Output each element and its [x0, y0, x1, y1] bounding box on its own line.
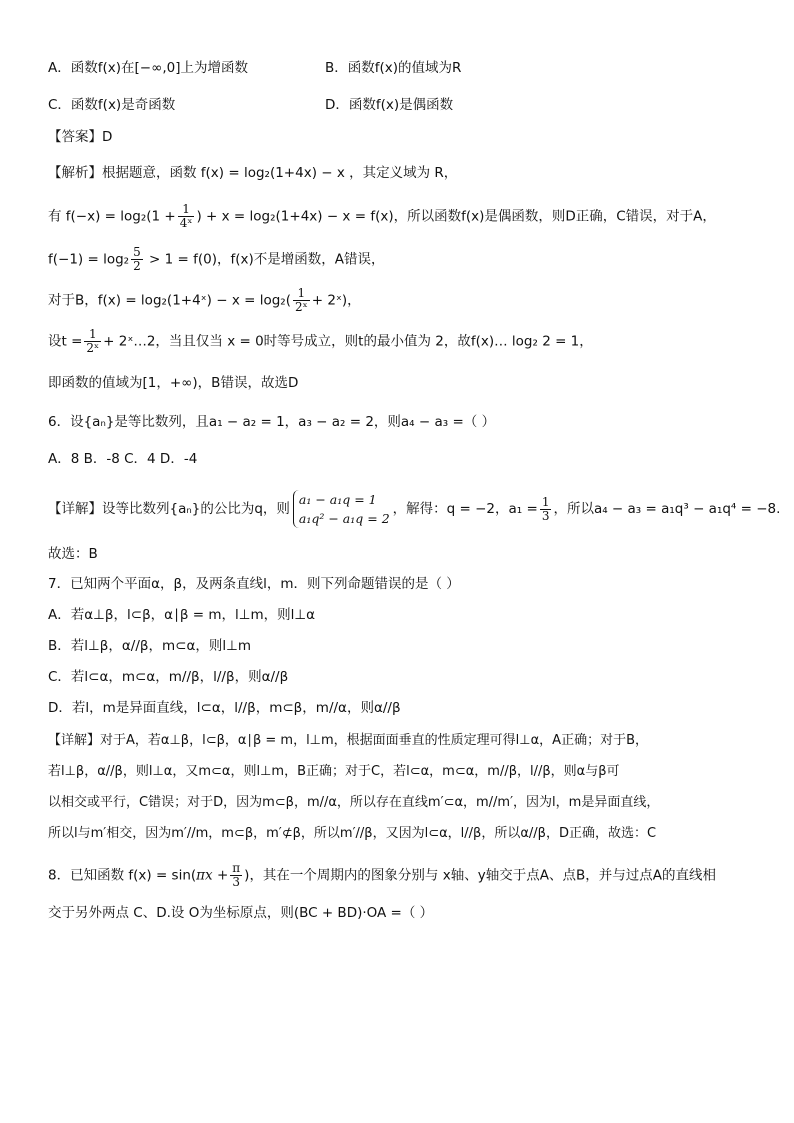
q5-analysis-line-2: 有 f(−x) = log₂(1 + $\frac{1}{\text{4ˣ}}$ ) + x = log₂(1+4x) − x = f(x)，所以函数f(x)是偶函数，则D正确，C错误，对于A， — [48, 202, 716, 230]
q5-l5-fraction: $\frac{1}{\text{2ˣ}}$ — [86, 327, 100, 355]
q5-analysis-line-1: 【解析】根据题意，函数 f(x) = log₂(1+4x) − x ，其定义域为 R， — [48, 165, 458, 181]
q6-stem: 6．设{aₙ}是等比数列，且a₁ − a₂ = 1，a₃ − a₂ = 2，则a₄ − a₃ =（ ） — [48, 414, 496, 430]
q5-answer: 【答案】D — [48, 129, 113, 145]
q7-detail-line-3: 以相交或平行，C错误；对于D，因为m⊂β，m//α，所以存在直线m′⊂α，m//m′，因为l，m是异面直线， — [48, 795, 660, 810]
q7-option-c: C．若l⊂α，m⊂α，m//β，l//β，则α//β — [48, 669, 289, 685]
q8-l1-arg: πx + — [196, 867, 229, 884]
q7-detail-line-4: 所以l与m′相交，因为m′//m，m⊂β，m′⊄β，所以m′//β，又因为l⊂α，l//β，所以α//β，D正确，故选：C — [48, 826, 657, 841]
q6-detail-mid: ，解得：q = −2，a₁ = — [392, 501, 538, 517]
q7-option-d: D．若l，m是异面直线，l⊂α，l//β，m⊂β，m//α，则α//β — [48, 700, 401, 716]
q6-detail-post: ，所以a₄ − a₃ = a₁q³ − a₁q⁴ = −8. — [553, 501, 781, 517]
q8-l1-post: ，其在一个周期内的图象分别与 x轴、y轴交于点A、点B，并与过点A的直线相 — [249, 867, 716, 884]
q5-l3-pre: f(−1) = log₂ — [48, 251, 130, 268]
q5-l5-pre: 设t = — [48, 333, 83, 350]
q5-l2-pre: 有 f(−x) = log₂ — [48, 208, 147, 225]
q6-equation-system: a₁ − a₁q = 1 a₁q² − a₁q = 2 — [293, 490, 390, 528]
q5-analysis-line-5 — [48, 328, 593, 355]
q7-option-a: A．若α⊥β，l⊂β，α∣β = m，l⊥m，则l⊥α — [48, 607, 316, 623]
q5-l2-post: + x = log₂(1+4x) − x = f(x)，所以函数f(x)是偶函数，则D正确，C错误，对于A， — [206, 208, 716, 225]
q8-fraction: $\frac{\pi}{3}$ — [232, 861, 241, 889]
q6-detail — [48, 490, 780, 528]
q5-l5-post: + 2ˣ…2，当且仅当 x = 0时等号成立，则t的最小值为 2，故f(x)… log₂ 2 = 1， — [103, 333, 593, 350]
option-b: B．函数f(x)的值域为R — [325, 60, 462, 76]
q5-analysis-line-6: 即函数的值域为[1，+∞)，B错误，故选D — [48, 375, 299, 391]
q8-stem-line-2: 交于另外两点 C、D.设 O为坐标原点，则(BC + BD)·OA =（ ） — [48, 905, 434, 921]
q7-stem: 7．已知两个平面α，β，及两条直线l，m．则下列命题错误的是（ ） — [48, 576, 460, 592]
q6-choices: A．8 B．-8 C．4 D．-4 — [48, 451, 198, 467]
q5-l2-fraction: $\frac{1}{\text{4ˣ}}$ — [179, 202, 193, 230]
q8-l1-pre: 8．已知函数 f(x) = sin — [48, 867, 191, 884]
q7-detail-line-2: 若l⊥β，α//β，则l⊥α，又m⊂α，则l⊥m，B正确；对于C，若l⊂α，m⊂α，m//β，l//β，则α与β可 — [48, 764, 620, 779]
q5-analysis-line-3 — [48, 246, 385, 273]
q5-analysis-line-4 — [48, 287, 361, 314]
q6-conclusion: 故选：B — [48, 546, 98, 562]
q5-l4-post: + 2ˣ)， — [311, 292, 361, 309]
option-c: C．函数f(x)是奇函数 — [48, 97, 176, 113]
q5-l4-fraction: $\frac{1}{\text{2ˣ}}$ — [294, 286, 308, 314]
q5-l4-pre: 对于B，f(x) = log₂(1+4ˣ) − x = log₂( — [48, 292, 291, 309]
q6-fraction: $\frac{1}{3}$ — [541, 494, 550, 523]
q7-detail-line-1: 【详解】对于A，若α⊥β，l⊂β，α∣β = m，l⊥m，根据面面垂直的性质定理可得l⊥α，A正确；对于B， — [48, 733, 648, 748]
option-d: D．函数f(x)是偶函数 — [325, 97, 454, 113]
option-a: A．函数f(x)在[−∞,0]上为增函数 — [48, 60, 248, 76]
q5-l3-post: > 1 = f(0)，f(x)不是增函数，A错误， — [149, 251, 385, 268]
q5-l3-fraction: $\frac{5}{2}$ — [133, 245, 141, 273]
q7-option-b: B．若l⊥β，α//β，m⊂α，则l⊥m — [48, 638, 252, 654]
q8-stem-line-1: 8．已知函数 f(x) = sin(πx + $\frac{\pi}{3}$ )，其在一个周期内的图象分别与 x轴、y轴交于点A、点B，并与过点A的直线相 — [48, 861, 716, 889]
q6-detail-pre: 【详解】设等比数列{aₙ}的公比为q，则 — [48, 501, 290, 517]
